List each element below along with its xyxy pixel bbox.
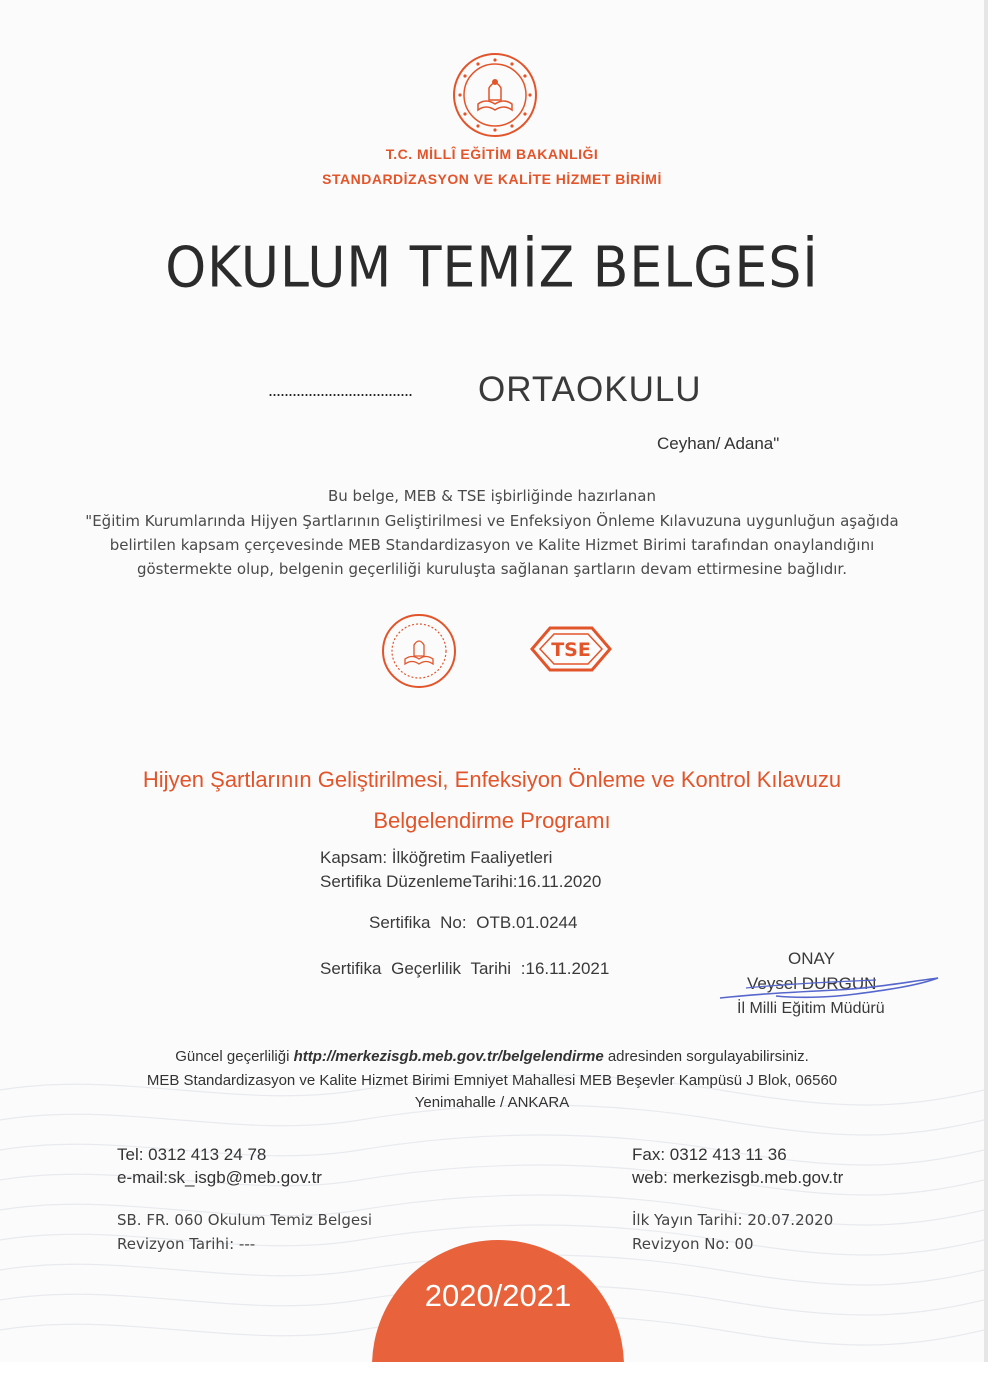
certificate-issue-date: Sertifika DüzenlemeTarihi:16.11.2020 [320, 872, 602, 891]
school-type: ORTAOKULU [478, 370, 702, 409]
revision-number: Revizyon No: 00 [632, 1235, 754, 1253]
address-line: Yenimahalle / ANKARA [414, 1094, 570, 1111]
intro-text-line: Bu belge, MEB & TSE işbirliğinde hazırlanan [327, 487, 656, 505]
certificate-title: OKULUM TEMİZ BELGESİ [165, 235, 819, 301]
program-subtitle: Belgelendirme Programı [373, 808, 611, 833]
validity-url-link[interactable]: http://merkezisgb.meb.gov.tr/belgelendirme [293, 1048, 604, 1065]
meb-seal-small-logo [381, 613, 457, 689]
program-title: Hijyen Şartlarının Geliştirilmesi, Enfeksiyon Önleme ve Kontrol Kılavuzu [142, 767, 842, 792]
validity-prefix: Güncel geçerliliği [175, 1048, 290, 1065]
validity-suffix: adresinden sorgulayabilirsiniz. [607, 1048, 809, 1065]
org-unit-name: STANDARDİZASYON VE KALİTE HİZMET BİRİMİ [322, 171, 662, 187]
year-badge-text: 2020/2021 [424, 1278, 572, 1313]
approval-label: ONAY [788, 949, 835, 968]
validity-check-line [0, 1048, 984, 1065]
certificate-scope: Kapsam: İlköğretim Faaliyetleri [320, 848, 553, 867]
certificate-number: Sertifika No: OTB.01.0244 [369, 913, 578, 932]
email-address: e-mail:sk_isgb@meb.gov.tr [117, 1168, 322, 1187]
meb-seal-logo [452, 52, 538, 138]
approver-title: İl Milli Eğitim Müdürü [737, 1000, 885, 1017]
approver-name: Veysel DURGUN [747, 974, 877, 993]
school-location: Ceyhan/ Adana" [657, 434, 780, 453]
website: web: merkezisgb.meb.gov.tr [632, 1168, 844, 1187]
address-line: MEB Standardizasyon ve Kalite Hizmet Birimi Emniyet Mahallesi MEB Beşevler Kampüsü J Blok, 06560 [146, 1072, 838, 1089]
certificate-validity-date: Sertifika Geçerlilik Tarihi :16.11.2021 [320, 959, 610, 978]
revision-date: Revizyon Tarihi: --- [117, 1235, 256, 1253]
school-name-blank: .................................... [268, 380, 413, 400]
intro-text-line: "Eğitim Kurumlarında Hijyen Şartlarının Geliştirilmesi ve Enfeksiyon Önleme Kılavuzuna uygunluğun aşağıda [85, 512, 899, 530]
fax-number: Fax: 0312 413 11 36 [632, 1145, 787, 1164]
intro-text-line: göstermekte olup, belgenin geçerliliği kuruluşta sağlanan şartların devam ettirmesine bağlıdır. [136, 560, 847, 578]
publish-date: İlk Yayın Tarihi: 20.07.2020 [632, 1211, 834, 1229]
tse-logo [528, 624, 614, 674]
tse-logo-text: TSE [551, 639, 591, 661]
form-code: SB. FR. 060 Okulum Temiz Belgesi [117, 1211, 373, 1229]
org-name: T.C. MİLLÎ EĞİTİM BAKANLIĞI [385, 146, 599, 162]
intro-text-line: belirtilen kapsam çerçevesinde MEB Standardizasyon ve Kalite Hizmet Birimi tarafından onaylandığını [109, 536, 875, 554]
phone-number: Tel: 0312 413 24 78 [117, 1145, 267, 1164]
